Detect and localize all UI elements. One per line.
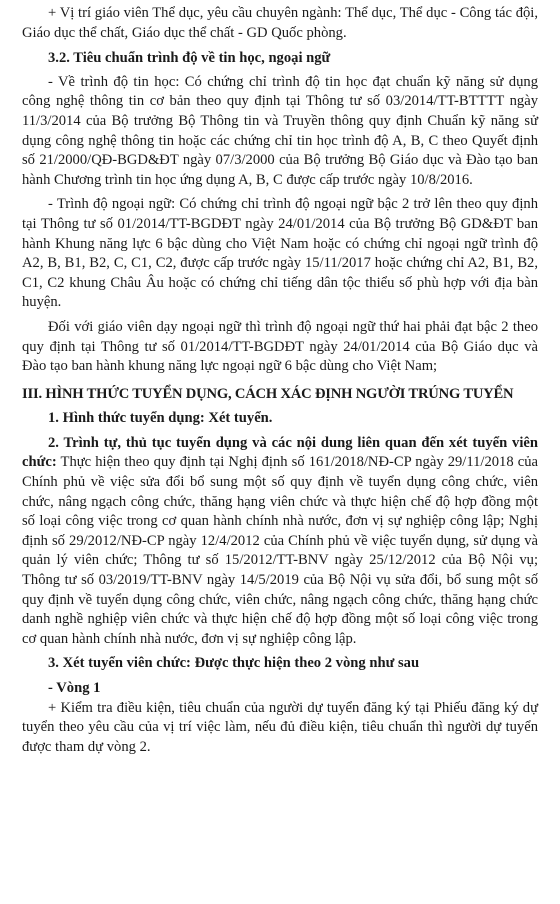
paragraph-round-1-check: + Kiểm tra điều kiện, tiêu chuẩn của người dự tuyển đăng ký tại Phiếu đăng ký dự tuyển theo yêu cầu của vị trí việc làm, nếu đủ điều kiện, tiêu chuẩn thì người dự tuyển được tham dự vòng 2.: [22, 699, 538, 755]
section-heading-recruitment-form: 1. Hình thức tuyển dụng: Xét tuyển.: [48, 410, 273, 427]
section-heading-iii: III. HÌNH THỨC TUYỂN DỤNG, CÁCH XÁC ĐỊNH NGƯỜI TRÚNG TUYỂN: [22, 385, 514, 402]
section-heading-3-2: 3.2. Tiêu chuẩn trình độ về tin học, ngoại ngữ: [48, 50, 331, 67]
paragraph-pe-teacher-requirements: + Vị trí giáo viên Thể dục, yêu cầu chuyên ngành: Thể dục, Thể dục - Công tác đội, Giáo dục thể chất, Giáo dục thể chất - GD Quốc phòng.: [22, 5, 538, 41]
paragraph-foreign-language: - Trình độ ngoại ngữ: Có chứng chỉ trình độ ngoại ngữ bậc 2 trở lên theo quy định tại Thông tư số 01/2014/TT-BGDĐT ngày 24/01/2014 của Bộ trưởng Bộ GD&ĐT ban hành Khung năng lực 6 bậc dùng cho Việt Nam hoặc có chứng chỉ ngoại ngữ trình độ A2, B, B1, B2, C, C1, C2, được cấp trước ngày 15/11/2017 hoặc chứng chỉ A2, B1, B2, C1, C2 khung Châu Âu hoặc có chứng chỉ tiếng dân tộc thiểu số phù hợp với địa bàn huyện.: [22, 196, 538, 311]
procedure-body: Thực hiện theo quy định tại Nghị định số 161/2018/NĐ-CP ngày 29/11/2018 của Chính phủ về việc sửa đổi bổ sung một số quy định về tuyển dụng công chức, viên chức, nâng ngạch công chức, thăng hạng viên chức và thực hiện chế độ hợp đồng một số loại công việc trong cơ quan hành chính nhà nước, đơn vị sự nghiệp công lập; Nghị định số 29/2012/NĐ-CP ngày 12/4/2012 của Chính phủ về việc tuyển dụng, sử dụng và quản lý viên chức; Thông tư số 15/2012/TT-BNV ngày 25/12/2012 của Bộ Nội vụ; Thông tư số 03/2019/TT-BNV ngày 14/5/2019 của Bộ Nội vụ sửa đổi, bổ sung một số quy định về tuyển dụng công chức, viên chức, nâng ngạch công chức, thăng hạng chức danh nghề nghiệp viên chức và thực hiện chế độ hợp đồng một số loại công việc trong cơ quan hành chính nhà nước, đơn vị sự nghiệp công lập.: [22, 454, 538, 647]
paragraph-language-teachers: Đối với giáo viên dạy ngoại ngữ thì trình độ ngoại ngữ thứ hai phải đạt bậc 2 theo quy định tại Thông tư số 01/2014/TT-BGDĐT ngày 24/01/2014 của Bộ Giáo dục và Đào tạo ban hành khung năng lực ngoại ngữ 6 bậc dùng cho Việt Nam;: [22, 318, 538, 375]
paragraph-it-qualification: - Về trình độ tin học: Có chứng chỉ trình độ tin học đạt chuẩn kỹ năng sử dụng công nghệ thông tin cơ bản theo quy định tại Thông tư số 03/2014/TT-BTTTT ngày 11/3/2014 của Bộ trưởng Bộ Thông tin và Truyền thông quy định Chuẩn kỹ năng sử dụng công nghệ thông tin hoặc các chứng chỉ tin học trình độ A, B, C theo Quyết định số 21/2000/QĐ-BGD&ĐT ngày 07/3/2000 của Bộ trưởng Bộ Giáo dục và Đào tạo ban hành Chương trình tin học ứng dụng A, B, C được cấp trước ngày 10/8/2016.: [22, 73, 538, 188]
paragraph-procedure: [22, 434, 538, 650]
procedure-lead: 2. Trình tự, thủ tục tuyển dụng và các nội dung liên quan đến xét tuyển viên chức:: [22, 434, 538, 471]
section-heading-selection-rounds: 3. Xét tuyển viên chức: Được thực hiện theo 2 vòng như sau: [48, 655, 420, 672]
round-1-label: - Vòng 1: [48, 680, 101, 696]
